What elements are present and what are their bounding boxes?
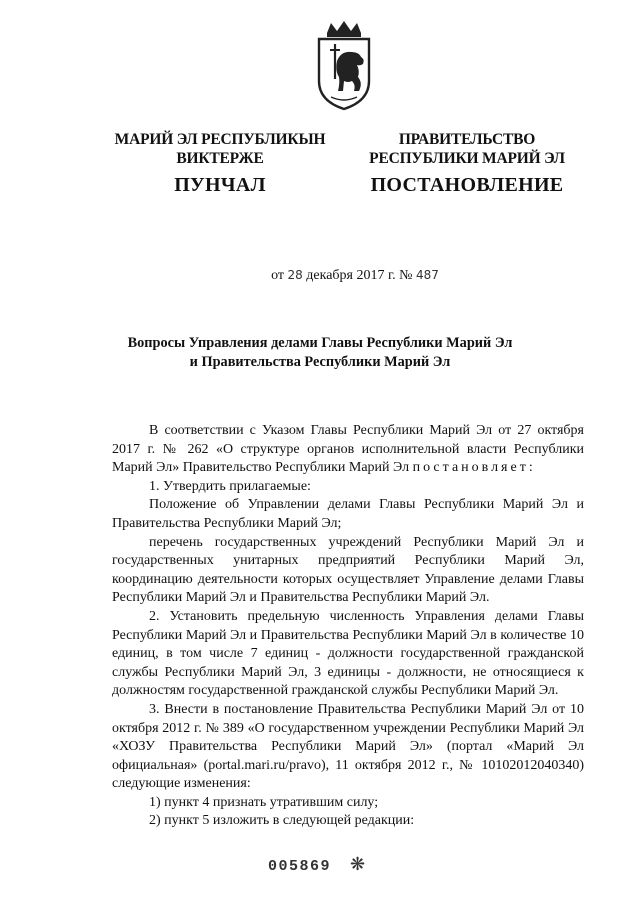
paragraph-item-3: 3. Внести в постановление Правительства Республики Марий Эл от 10 октября 2012 г. № 389 «О государственном учреждении Республики Марий Эл «ХОЗУ Правительства Республики Марий Эл» (портал «Марий Эл официальная» (portal.mari.ru/pravo), 11 октября 2012 г., № 10102012040340) следующие изменения: <box>112 701 584 792</box>
paragraph-sub-1: 1) пункт 4 признать утратившим силу; <box>149 794 379 810</box>
paragraph-item-2: 2. Установить предельную численность Управления делами Главы Республики Марий Эл и Правительства Республики Марий Эл в количестве 10 единиц, в том числе 7 единиц - должности государственной гражданской службы Республики Марий Эл, 3 единицы - должности, не относящиеся к должностям государственной гражданской службы Республики Марий Эл. <box>112 608 584 699</box>
coat-of-arms-bear-icon <box>313 19 375 111</box>
title-line2: и Правительства Республики Марий Эл <box>189 354 451 370</box>
header-mari-authority <box>100 130 340 168</box>
paragraph-preamble <box>112 422 584 478</box>
document-body <box>112 422 584 831</box>
paragraph-sub-2: 2) пункт 5 изложить в следующей редакции: <box>149 813 415 829</box>
header-right-line2: РЕСПУБЛИКИ МАРИЙ ЭЛ <box>369 150 565 167</box>
act-type-russian: ПОСТАНОВЛЕНИЕ <box>370 174 564 196</box>
header-left-line2: ВИКТЕРЖЕ <box>176 150 264 167</box>
paragraph-list: перечень государственных учреждений Республики Марий Эл и государственных унитарных предприятий Республики Марий Эл, координацию деятельности которых осуществляет Управление делами Главы Республики Марий Эл и Правительства Республики Марий Эл. <box>112 534 584 606</box>
paragraph-regulation: Положение об Управлении делами Главы Республики Марий Эл и Правительства Республики Марий Эл; <box>112 497 584 531</box>
decree-date-line <box>190 268 520 284</box>
preamble-text: В соответствии с Указом Главы Республики Марий Эл от 27 октября 2017 г. № 262 «О структуре органов исполнительной власти Республики Марий Эл» Правительство Республики Марий Эл <box>112 423 584 476</box>
title-line1: Вопросы Управления делами Главы Республики Марий Эл <box>127 335 513 351</box>
date-prefix: от <box>271 268 284 283</box>
date-day: 28 <box>287 268 303 282</box>
paragraph-item-1: 1. Утвердить прилагаемые: <box>149 478 311 494</box>
asterisk-mark-icon: ❋ <box>350 854 366 874</box>
document-title <box>90 334 550 372</box>
decree-number: 487 <box>416 268 439 282</box>
act-type-mari: ПУНЧАЛ <box>174 174 266 196</box>
form-serial-number: 005869 <box>268 858 332 875</box>
header-left-line1: МАРИЙ ЭЛ РЕСПУБЛИКЫН <box>114 131 326 148</box>
date-rest: декабря 2017 г. № <box>306 268 413 283</box>
header-russian-authority <box>352 130 582 168</box>
header-right-line1: ПРАВИТЕЛЬСТВО <box>398 131 536 148</box>
decree-word: постановляет: <box>412 460 536 476</box>
